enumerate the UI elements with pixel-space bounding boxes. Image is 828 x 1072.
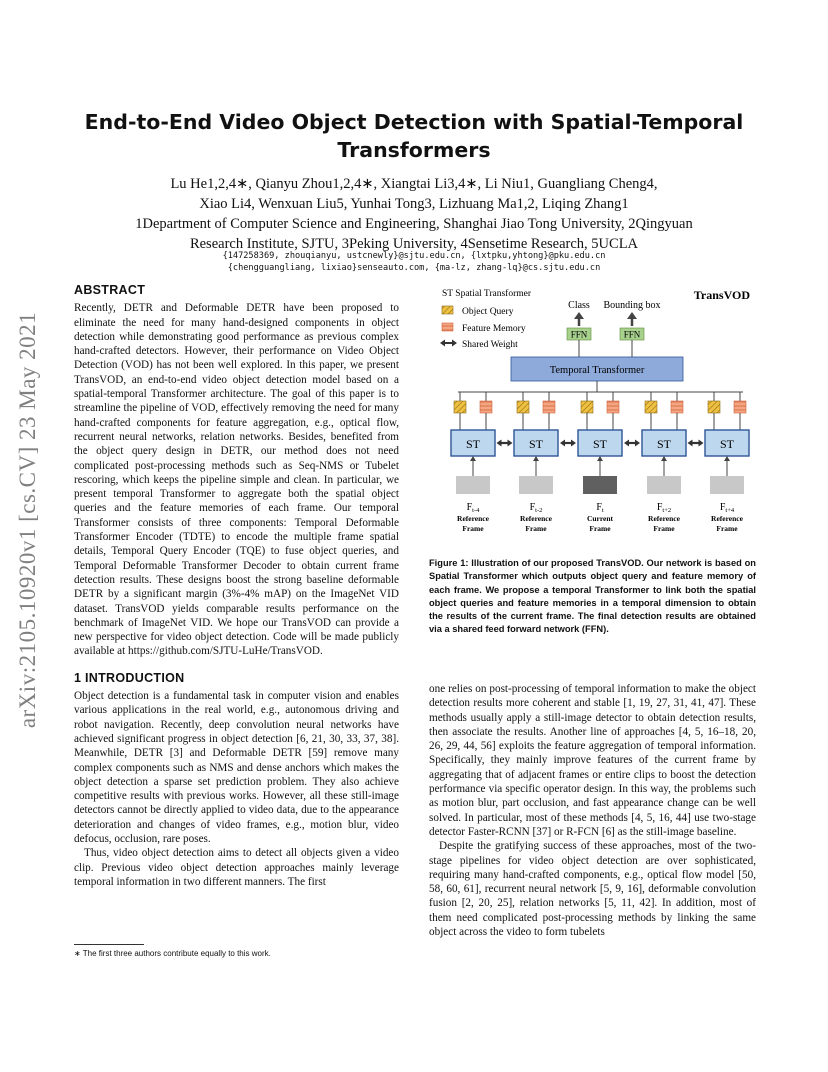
intro-paragraph-1: Object detection is a fundamental task in computer vision and enables various applications in the real world, e.g., autonomous driving and robot navigation. Recently, deep convolution neural networks have achieved significant progress in object detection [6, 21, 30, 33, 37, 38]. Meanwhile, DETR [3] and Deformable DETR [59] remove many complex components such as NMS and dense anchors which makes the object detection a sparse set prediction problem. They also achieve competitive results with previous works. However, all these still-image detectors cannot be directly applied to video data, due to the appearance deterioration and changes of video frames, e.g., motion blur, video defocus, occlusion, rare poses. [74,690,399,845]
frame-role: Reference [711,514,743,523]
ffn-label-bbox: FFN [623,329,641,340]
legend-query-swatch [442,306,453,314]
arxiv-identifier: arXiv:2105.10920v1 [cs.CV] 23 May 2021 [15,311,40,729]
feature-memory-token [671,401,683,413]
temporal-transformer-label: Temporal Transformer [549,365,645,376]
frame-word: Frame [716,524,738,533]
arxiv-sidebar [8,270,48,770]
shared-weight-arrow-icon [497,440,502,447]
shared-weight-arrow-icon [571,440,576,447]
intro-paragraph-2: Thus, video object detection aims to detect all objects given a video clip. Previous video object detection approaches mainly leverage temporal information in two different manners. The first [74,847,399,888]
token-row [454,401,746,430]
shared-weight-arrow-icon [699,440,704,447]
shared-weight-arrow-icon [560,440,565,447]
class-arrow-icon [574,312,584,326]
reference-frame-image [710,476,744,494]
frame-word: Frame [525,524,547,533]
affiliation-line-2: Research Institute, SJTU, 3Peking University, 4Sensetime Research, 5UCLA [189,236,639,252]
frame-role: Current [586,514,614,523]
ffn-label-class: FFN [570,329,588,340]
legend-memory: Feature Memory [462,324,526,334]
email-block [74,250,754,274]
title-line-1: End-to-End Video Object Detection with Spatial-Temporal [84,110,744,134]
reference-frame-image [519,476,553,494]
st-row [451,430,749,476]
up-arrow-icon [724,456,730,461]
authors-line-1: Lu He1,2,4∗, Qianyu Zhou1,2,4∗, Xiangtai Li3,4∗, Li Niu1, Guangliang Cheng4, [170,176,658,192]
frame-word: Frame [589,524,611,533]
shared-weight-arrow-icon [508,440,513,447]
shared-weight-arrow-icon [635,440,640,447]
footnote: ∗ The first three authors contribute equally to this work. [74,949,271,958]
connector-lines [458,381,743,401]
object-query-token [708,401,720,413]
legend-query: Object Query [462,307,514,317]
frames-row [456,476,744,533]
frame-name: $F_{t-4}$ [466,502,480,514]
frame-word: Frame [653,524,675,533]
emails-line-1: {147258369, zhouqianyu, ustcnewly}@sjtu.edu.cn, {lxtpku,yhtong}@pku.edu.cn [222,251,606,261]
class-label: Class [568,300,590,311]
object-query-token [581,401,593,413]
up-arrow-icon [661,456,667,461]
introduction-heading: 1 INTRODUCTION [74,670,185,685]
frame-name: $F_t$ [596,502,604,514]
frame-name: $F_{t-2}$ [529,502,543,514]
right-column [429,682,756,939]
object-query-token [645,401,657,413]
object-query-token [454,401,466,413]
up-arrow-icon [597,456,603,461]
object-query-token [517,401,529,413]
frame-name: $F_{t+2}$ [656,502,672,514]
intro-paragraph-3: one relies on post-processing of temporal information to make the object detection results more coherent and stable [1, 19, 27, 31, 41, 47]. These methods usually apply a still-image detector to obtain detection results, then associate the results. Another line of approaches [4, 5, 16–18, 20, 26, 29, 44, 56] exploits the feature aggregation of temporal information. Specifically, they mainly improve features of the current frame by aggregating that of adjacent frames or entire clips to boost the detection performance via specific operator design. In this way, the problems such as motion blur, part occlusion, and fast appearance change can be well solved. In particular, most of these methods [4, 5, 16, 44] use two-stage detector Faster-RCNN [37] or R-FCN [6] as the still-image baseline. [429,683,756,838]
shared-weight-arrow-icon [440,340,457,347]
author-block [74,174,754,254]
reference-frame-image [456,476,490,494]
left-column [74,283,399,889]
transvod-diagram [438,284,756,540]
brand-label: TransVOD [693,288,750,302]
bbox-arrow-icon [627,312,637,326]
frame-role: Reference [648,514,680,523]
frame-name: $F_{t+4}$ [719,502,735,514]
legend-st: ST Spatial Transformer [442,289,532,299]
feature-memory-token [607,401,619,413]
feature-memory-token [480,401,492,413]
abstract-heading: ABSTRACT [74,283,146,297]
paper-title [74,108,754,164]
shared-weight-arrow-icon [688,440,693,447]
reference-frame-image [647,476,681,494]
figure-1 [438,284,756,540]
intro-paragraph-4: Despite the gratifying success of these approaches, most of the two-stage pipelines for video object detection are over sophisticated, requiring many hand-crafted components, e.g., optical flow model [50, 58, 60, 61], recurrent neural network [5, 9, 16], deformable convolution fusion [2, 20, 25], relation networks [5, 11, 42]. In addition, most of them need complicated post-processing methods by linking the same object across the video to form tubelets [429,840,756,939]
title-line-2: Transformers [337,138,491,162]
authors-line-2: Xiao Li4, Wenxuan Liu5, Yunhai Tong3, Lizhuang Ma1,2, Liqing Zhang1 [199,196,629,212]
affiliation-line-1: 1Department of Computer Science and Engineering, Shanghai Jiao Tong University, 2Qingyuan [135,216,693,232]
bbox-label: Bounding box [603,300,661,311]
spatial-transformer-label: ST [465,437,481,451]
feature-memory-token [734,401,746,413]
spatial-transformer-label: ST [656,437,672,451]
up-arrow-icon [470,456,476,461]
abstract-body: Recently, DETR and Deformable DETR have been proposed to eliminate the need for many hand-designed components in object detection while demonstrating good performance as previous complex hand-crafted detectors. However, their performance on Video Object Detection (VOD) has not been well explored. In this paper, we present TransVOD, an end-to-end video object detection model based on a spatial-temporal Transformer architecture. The goal of this paper is to streamline the pipeline of VOD, effectively removing the need for many hand-crafted components for feature aggregation, e.g., optical flow, recurrent neural networks, relation networks. Besides, benefited from the object query design in DETR, our method does not need complicated post-processing methods such as Seq-NMS or Tubelet rescoring, which keeps the pipeline simple and clean. In particular, we present temporal Transformer to aggregate both the spatial object queries and the feature memories of each frame. Our temporal Transformer consists of three components: Temporal Deformable Transformer Encoder (TDTE) to encode the multiple frame spatial details, Temporal Query Encoder (TQE) to fuse object queries, and Temporal Deformable Transformer Decoder to obtain current frame detection results. These designs boost the strong baseline deformable DETR by a significant margin (3%-4% mAP) on the ImageNet VID dataset. TransVOD yields comparable results performance on the benchmark of ImageNet VID. We hope our TransVOD can provide a new perspective for video object detection. Code will be made publicly available at https://github.com/SJTU-LuHe/TransVOD. [74,302,399,658]
current-frame-image [583,476,617,494]
shared-weight-arrow-icon [624,440,629,447]
up-arrow-icon [533,456,539,461]
legend-weight: Shared Weight [462,340,518,350]
spatial-transformer-label: ST [592,437,608,451]
frame-role: Reference [457,514,489,523]
frame-word: Frame [462,524,484,533]
spatial-transformer-label: ST [528,437,544,451]
figure-caption: Figure 1: Illustration of our proposed TransVOD. Our network is based on Spatial Transformer which outputs object query and feature memory of each frame. We propose a temporal Transformer to link both the spatial object queries and feature memories in a temporal dimension to obtain the results of the current frame. The final detection results are obtained via a shared feed forward network (FFN). [429,558,756,635]
emails-line-2: {chengguangliang, lixiao}senseauto.com, {ma-lz, zhang-lq}@cs.sjtu.edu.cn [227,263,601,273]
footnote-rule [74,944,144,945]
spatial-transformer-label: ST [719,437,735,451]
frame-role: Reference [520,514,552,523]
feature-memory-token [543,401,555,413]
legend-memory-swatch [442,323,453,331]
